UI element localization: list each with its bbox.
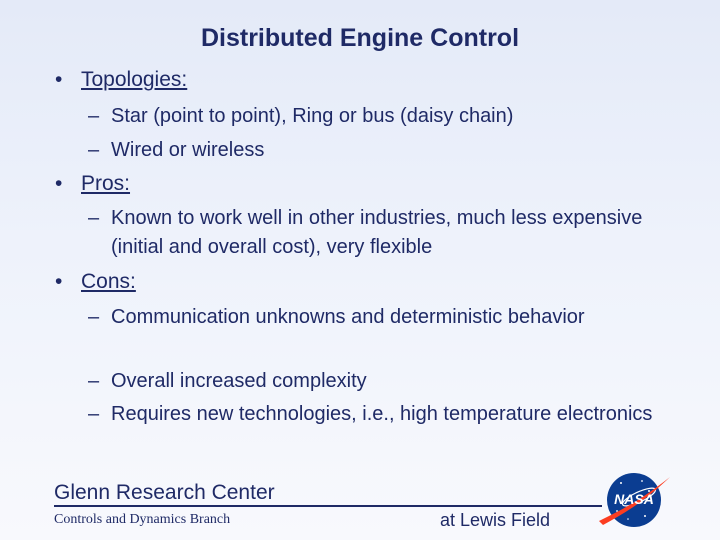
sub-bullet [88, 400, 688, 429]
bullet-marker: • [55, 68, 63, 91]
bullet-marker: • [55, 172, 63, 195]
sub-bullet-text: Requires new technologies, i.e., high temperature electronics [111, 403, 653, 425]
dash-marker: – [88, 370, 100, 392]
section-heading-topologies: Topologies: [81, 68, 188, 91]
section-heading-cons: Cons: [81, 270, 136, 293]
dash-marker: – [88, 403, 100, 425]
section-heading-pros: Pros: [81, 172, 131, 195]
logo-wordmark: NASA [614, 491, 654, 507]
sub-bullet [88, 102, 688, 131]
dash-marker: – [88, 306, 100, 328]
sub-bullet [88, 136, 688, 165]
dash-marker: – [88, 207, 100, 229]
footer-divider [54, 505, 602, 507]
sub-bullet-text: Star (point to point), Ring or bus (daisy chain) [111, 105, 514, 127]
footer-field: at Lewis Field [440, 510, 551, 530]
dash-marker: – [88, 139, 100, 161]
bullet-topologies [55, 68, 187, 92]
bullet-marker: • [55, 270, 63, 293]
sub-bullet [88, 367, 688, 396]
sub-bullet-text: Communication unknowns and deterministic behavior [111, 306, 585, 328]
sub-bullet [88, 303, 688, 332]
sub-bullet-text: Wired or wireless [111, 139, 265, 161]
bullet-cons [55, 270, 136, 294]
nasa-logo-icon [597, 469, 672, 531]
footer-center-name: Glenn Research Center [54, 481, 275, 504]
bullet-pros [55, 172, 130, 196]
sub-bullet [88, 204, 688, 262]
dash-marker: – [88, 105, 100, 127]
sub-bullet-text: Overall increased complexity [111, 370, 367, 392]
footer-branch: Controls and Dynamics Branch [54, 512, 231, 527]
slide-title: Distributed Engine Control [200, 24, 520, 52]
sub-bullet-text: Known to work well in other industries, much less expensive (initial and overall cost), very flexible [111, 207, 643, 258]
